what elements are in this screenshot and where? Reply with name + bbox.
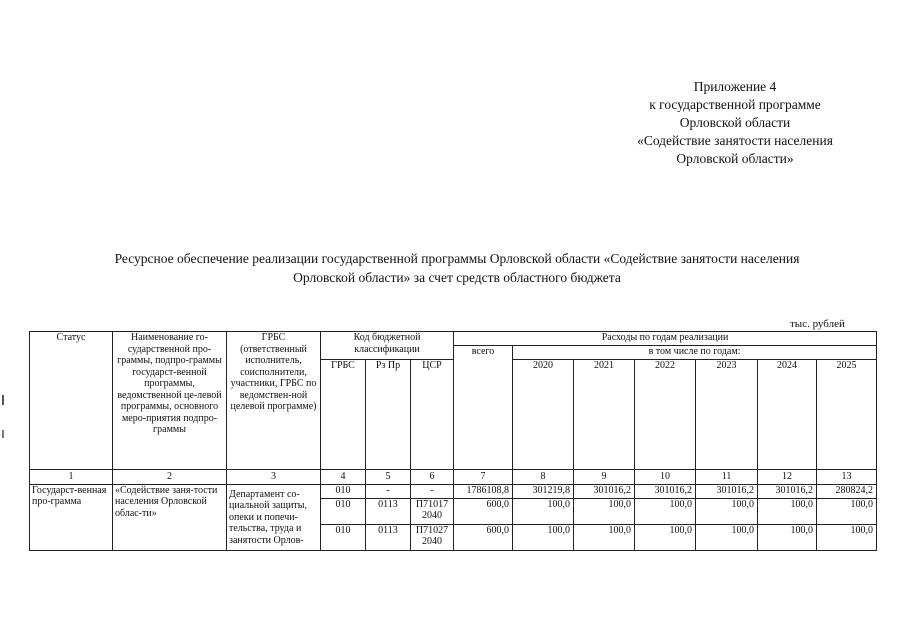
cell-2024: 100,0 <box>758 498 817 524</box>
cell-2021: 301016,2 <box>574 484 635 498</box>
cell-total: 1786108,8 <box>454 484 513 498</box>
units-label: тыс. рублей <box>790 318 845 330</box>
header-code-rzpr: Рз Пр <box>366 360 411 470</box>
title-line-2: Орловской области» за счет средств областного бюджета <box>293 270 621 285</box>
header-year: 2024 <box>758 360 817 470</box>
header-year: 2022 <box>635 360 696 470</box>
column-number: 11 <box>696 470 758 485</box>
header-code-grbs: ГРБС <box>321 360 366 470</box>
header-including: в том числе по годам: <box>513 346 877 360</box>
appendix-block <box>600 78 870 168</box>
column-number: 3 <box>227 470 321 485</box>
header-year: 2023 <box>696 360 758 470</box>
column-number: 6 <box>411 470 454 485</box>
cell-csr: П71027 2040 <box>411 524 454 550</box>
cell-rzpr: 0113 <box>366 498 411 524</box>
scan-edge-mark <box>2 430 4 438</box>
header-code-csr: ЦСР <box>411 360 454 470</box>
column-number: 1 <box>30 470 113 485</box>
cell-csr: П71017 2040 <box>411 498 454 524</box>
header-year: 2021 <box>574 360 635 470</box>
table-row <box>30 484 877 498</box>
header-budget-code: Код бюджетной классификации <box>321 332 454 360</box>
cell-2023: 100,0 <box>696 524 758 550</box>
cell-2024: 301016,2 <box>758 484 817 498</box>
cell-2022: 100,0 <box>635 498 696 524</box>
header-name: Наименование го-сударственной про-граммы, подпро-граммы государст-венной программы, ведомственной це-левой программы, основного меро-приятия подпро-граммы <box>113 332 227 470</box>
cell-2021: 100,0 <box>574 524 635 550</box>
cell-2022: 301016,2 <box>635 484 696 498</box>
header-status: Статус <box>30 332 113 470</box>
column-number: 4 <box>321 470 366 485</box>
cell-2020: 100,0 <box>513 498 574 524</box>
header-expenses: Расходы по годам реализации <box>454 332 877 346</box>
document-title <box>40 249 874 287</box>
column-number: 9 <box>574 470 635 485</box>
program-grbs: Департамент со-циальной защиты, опеки и попечи-тельства, труда и занятости Орлов- <box>227 484 321 550</box>
cell-2021: 100,0 <box>574 498 635 524</box>
cell-total: 600,0 <box>454 498 513 524</box>
column-number: 7 <box>454 470 513 485</box>
column-number: 8 <box>513 470 574 485</box>
appendix-line-3: Орловской области <box>679 115 791 130</box>
appendix-line-2: к государственной программе <box>649 97 821 112</box>
header-grbs: ГРБС (ответственный исполнитель, соисполнители, участники, ГРБС по ведомствен-ной целевой программе) <box>227 332 321 470</box>
column-number: 13 <box>817 470 877 485</box>
cell-grbs: 010 <box>321 484 366 498</box>
cell-grbs: 010 <box>321 524 366 550</box>
program-status: Государст-венная про-грамма <box>30 484 113 550</box>
title-line-1: Ресурсное обеспечение реализации государственной программы Орловской области «Содействие занятости населения <box>114 251 800 266</box>
cell-2025: 280824,2 <box>817 484 877 498</box>
cell-2023: 100,0 <box>696 498 758 524</box>
header-total: всего <box>454 346 513 470</box>
cell-total: 600,0 <box>454 524 513 550</box>
cell-rzpr: - <box>366 484 411 498</box>
cell-grbs: 010 <box>321 498 366 524</box>
cell-2022: 100,0 <box>635 524 696 550</box>
column-number: 5 <box>366 470 411 485</box>
cell-2020: 301219,8 <box>513 484 574 498</box>
cell-csr: - <box>411 484 454 498</box>
scan-edge-mark <box>2 395 4 405</box>
column-number-row <box>30 470 877 485</box>
appendix-line-1: Приложение 4 <box>693 79 777 94</box>
appendix-line-5: Орловской области» <box>676 151 794 166</box>
column-number: 12 <box>758 470 817 485</box>
appendix-line-4: «Содействие занятости населения <box>637 133 833 148</box>
column-number: 2 <box>113 470 227 485</box>
resource-table <box>29 331 877 551</box>
cell-2025: 100,0 <box>817 498 877 524</box>
program-name: «Содействие заня-тости населения Орловской облас-ти» <box>113 484 227 550</box>
header-year: 2025 <box>817 360 877 470</box>
cell-2024: 100,0 <box>758 524 817 550</box>
column-number: 10 <box>635 470 696 485</box>
cell-2025: 100,0 <box>817 524 877 550</box>
cell-2020: 100,0 <box>513 524 574 550</box>
cell-rzpr: 0113 <box>366 524 411 550</box>
header-year: 2020 <box>513 360 574 470</box>
cell-2023: 301016,2 <box>696 484 758 498</box>
